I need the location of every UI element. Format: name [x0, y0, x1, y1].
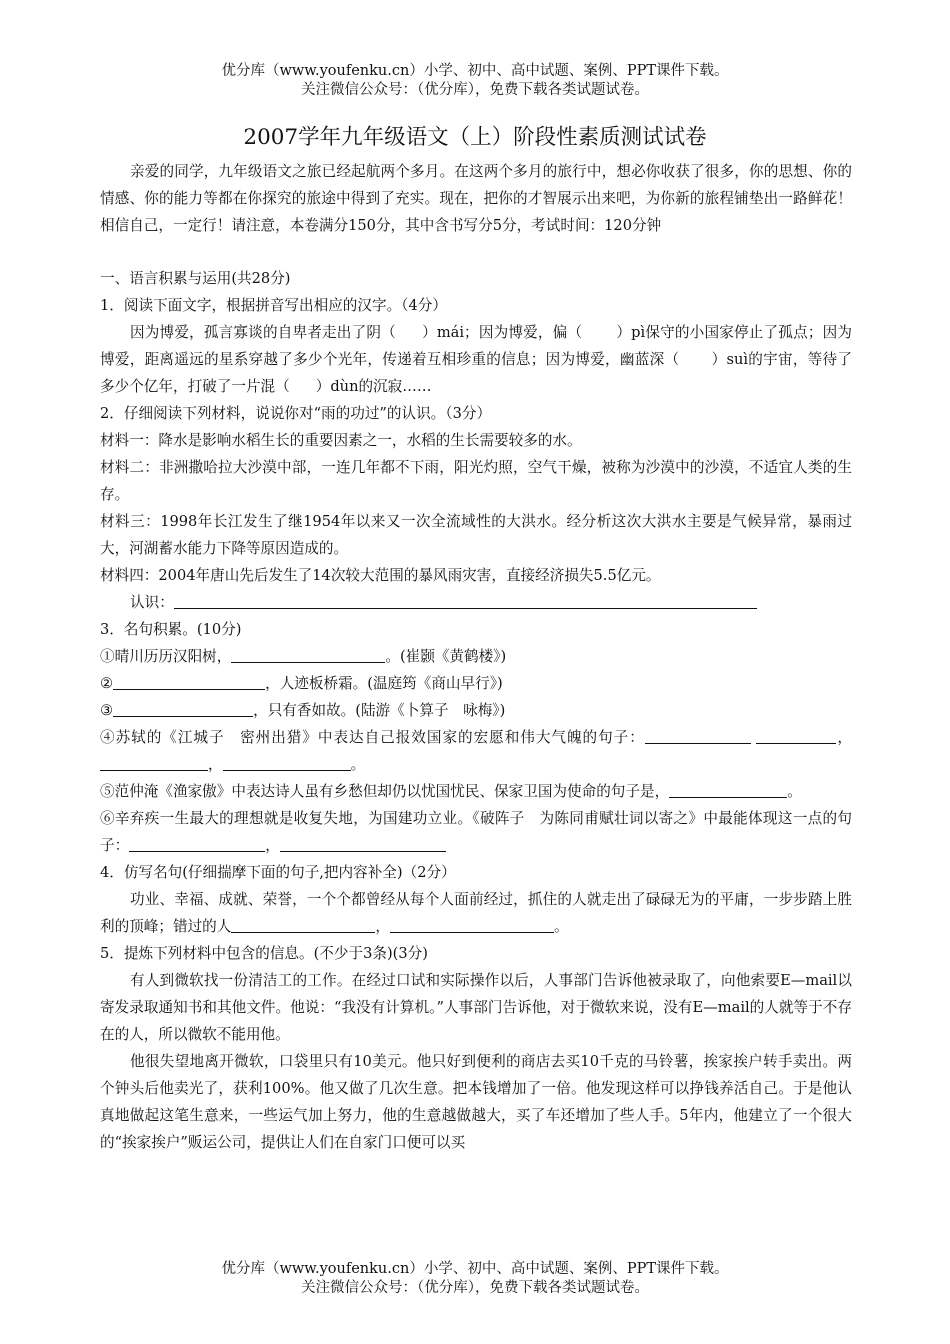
- page-header: [0, 62, 950, 100]
- material-3: 材料三：1998年长江发生了继1954年以来又一次全流域性的大洪水。经分析这次大洪水主要是气候异常，暴雨过大，河湖蓄水能力下降等原因造成的。: [100, 513, 852, 557]
- section-heading: 一、语言积累与运用(共28分): [100, 270, 291, 287]
- answer-blank[interactable]: [280, 836, 446, 852]
- question-4-title: 4．仿写名句(仔细揣摩下面的句子,把内容补全)（2分）: [100, 864, 456, 881]
- answer-blank[interactable]: [174, 593, 757, 609]
- material-4: 材料四：2004年唐山先后发生了14次较大范围的暴风雨灾害，直接经济损失5.5亿元。: [100, 567, 661, 584]
- answer-blank[interactable]: [669, 782, 787, 798]
- question-5-paragraph-1: 有人到微软找一份清洁工的工作。在经过口试和实际操作以后，人事部门告诉他被录取了，向他索要E—mail以寄发录取通知书和其他文件。他说：“我没有计算机。”人事部门告诉他，对于微软来说，没有E—mail的人就等于不存在的人，所以微软不能用他。: [100, 972, 852, 1043]
- answer-blank[interactable]: [223, 755, 351, 771]
- question-5-paragraph-2: 他很失望地离开微软，口袋里只有10美元。他只好到便利的商店去买10千克的马铃薯，挨家挨户转手卖出。两个钟头后他卖光了，获利100%。他又做了几次生意。把本钱增加了一倍。他发现这样可以挣钱养活自己。于是他认真地做起这笔生意来，一些运气加上努力，他的生意越做越大，买了车还增加了些人手。5年内，他建立了一个很大的“挨家挨户”贩运公司，提供让人们在自家门口便可以买: [100, 1053, 852, 1151]
- material-2: 材料二：非洲撒哈拉大沙漠中部，一连几年都不下雨，阳光灼照，空气干燥，被称为沙漠中的沙漠，不适宜人类的生存。: [100, 459, 852, 503]
- question-2-title: 2．仔细阅读下列材料，说说你对“雨的功过”的认识。（3分）: [100, 405, 492, 422]
- answer-blank[interactable]: [231, 917, 375, 933]
- answer-blank[interactable]: [390, 917, 554, 933]
- material-1: 材料一：降水是影响水稻生长的重要因素之一，水稻的生长需要较多的水。: [100, 432, 582, 449]
- header-line-2: 关注微信公众号：（优分库），免费下载各类试题试卷。: [301, 82, 649, 98]
- answer-blank[interactable]: [231, 647, 385, 663]
- page-footer: [0, 1260, 950, 1298]
- answer-blank[interactable]: [113, 701, 253, 717]
- quote-3: ③ ，只有香如故。(陆游《卜算子 咏梅》): [100, 702, 506, 719]
- footer-line-1: 优分库（www.youfenku.cn）小学、初中、高中试题、案例、PPT课件下载。: [221, 1261, 729, 1277]
- q2-answer-line: 认识：: [100, 589, 852, 616]
- quote-5: ⑤范仲淹《渔家傲》中表达诗人虽有乡愁但却仍以忧国忧民、保家卫国为使命的句子是， 。: [100, 783, 802, 800]
- quote-4: ④苏轼的《江城子 密州出猎》中表达自己报效国家的宏愿和伟大气魄的句子： ，， 。: [100, 729, 852, 773]
- quote-1: ①晴川历历汉阳树， 。(崔颢《黄鹤楼》): [100, 648, 507, 665]
- page-title: 2007学年九年级语文（上）阶段性素质测试试卷: [243, 125, 707, 150]
- quote-6: ⑥辛弃疾一生最大的理想就是收复失地，为国建功立业。《破阵子 为陈同甫赋壮词以寄之》中最能体现这一点的句子： ，: [100, 810, 852, 854]
- quote-2: ② ，人迹板桥霜。(温庭筠《商山早行》): [100, 675, 503, 692]
- answer-blank[interactable]: [756, 728, 836, 744]
- intro-paragraph: 亲爱的同学，九年级语文之旅已经起航两个多月。在这两个多月的旅行中，想必你收获了很多，你的思想、你的情感、你的能力等都在你探究的旅途中得到了充实。现在，把你的才智展示出来吧，为你新的旅程铺垫出一路鲜花！相信自己，一定行！请注意，本卷满分150分，其中含书写分5分，考试时间：120分钟: [100, 163, 852, 234]
- answer-blank[interactable]: [100, 755, 208, 771]
- question-3-title: 3．名句积累。(10分): [100, 621, 242, 638]
- exam-content: [100, 158, 852, 1156]
- answer-blank[interactable]: [113, 674, 265, 690]
- footer-line-2: 关注微信公众号：（优分库），免费下载各类试题试卷。: [301, 1280, 649, 1296]
- question-1-title: 1．阅读下面文字，根据拼音写出相应的汉字。（4分）: [100, 297, 447, 314]
- question-4-text: 功业、幸福、成就、荣誉，一个个都曾经从每个人面前经过，抓住的人就走出了碌碌无为的平庸，一步步踏上胜利的顶峰；错过的人 ， 。: [100, 891, 852, 935]
- answer-blank[interactable]: [129, 836, 265, 852]
- header-line-1: 优分库（www.youfenku.cn）小学、初中、高中试题、案例、PPT课件下载。: [221, 63, 729, 79]
- question-5-title: 5．提炼下列材料中包含的信息。(不少于3条)(3分): [100, 945, 428, 962]
- answer-blank[interactable]: [645, 728, 751, 744]
- question-1-text: 因为博爱，孤言寡谈的自卑者走出了阴（ ）mái；因为博爱，偏（ ）pì保守的小国家停止了孤点；因为博爱，距离遥远的星系穿越了多少个光年，传递着互相珍重的信息；因为博爱，幽蓝深（ ）suì的宇宙，等待了多少个亿年，打破了一片混（ ）dùn的沉寂……: [100, 324, 852, 395]
